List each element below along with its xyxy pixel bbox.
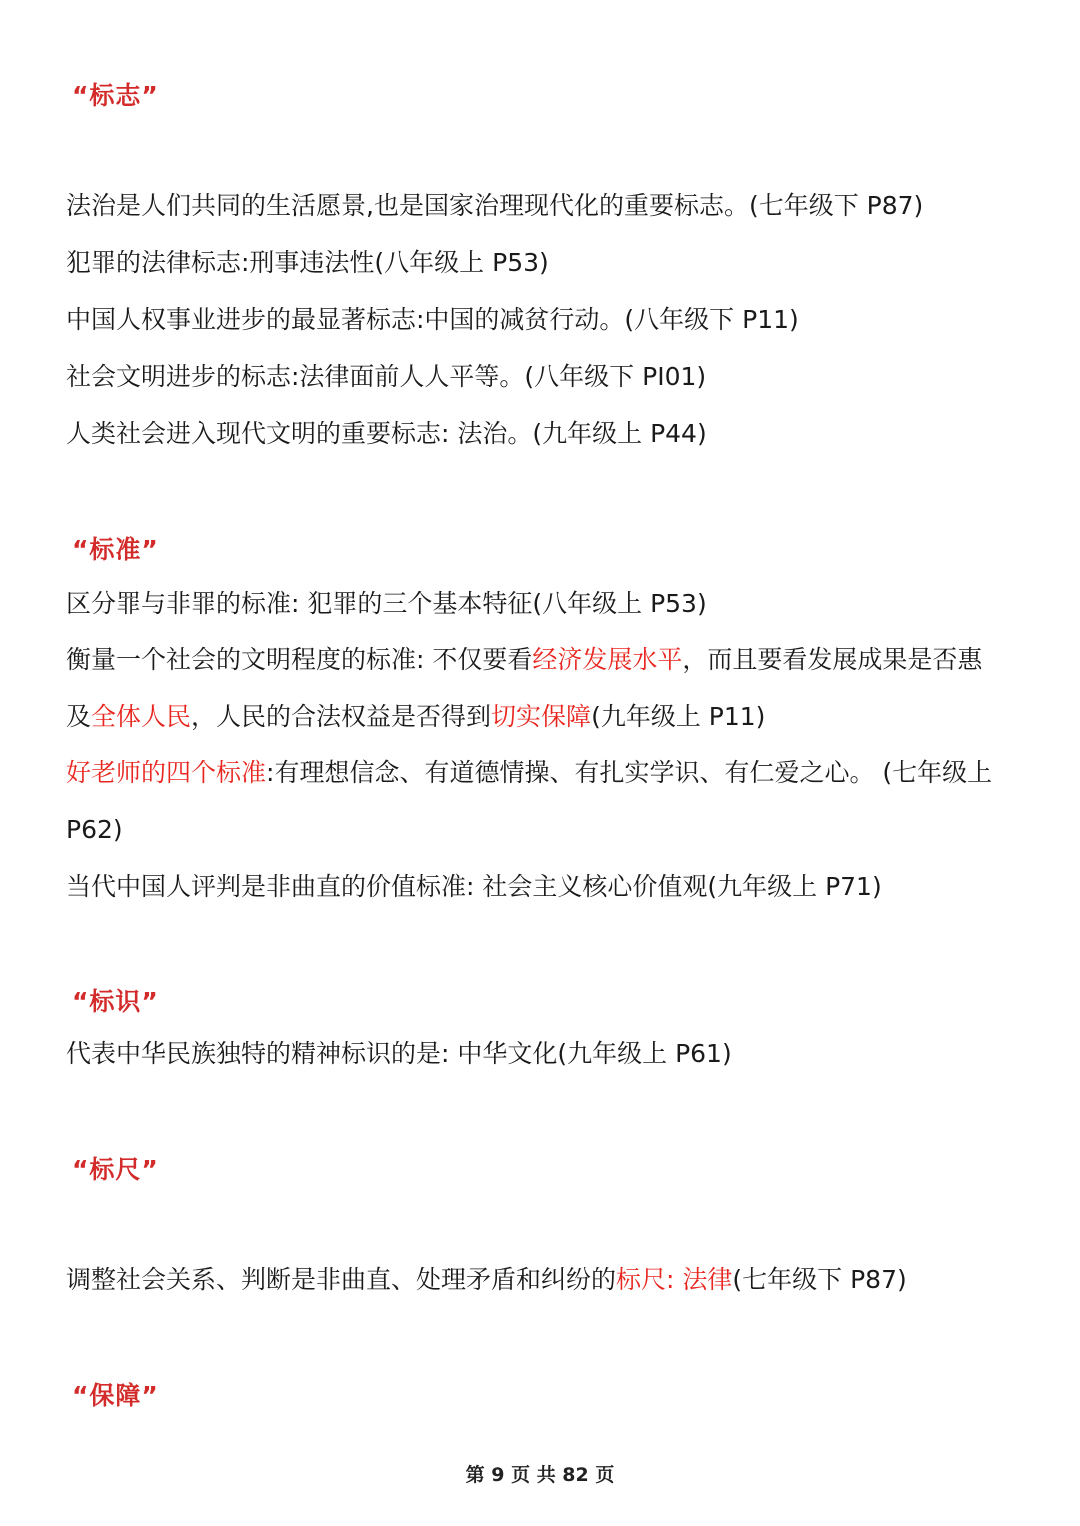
biaochi-line-1-text-a: 调整社会关系、判断是非曲直、处理矛盾和纠纷的 bbox=[66, 1265, 617, 1294]
biaozhi-line-1: 法治是人们共同的生活愿景,也是国家治理现代化的重要标志。(七年级下 P87) bbox=[66, 191, 924, 220]
biaozhi-line-3: 中国人权事业进步的最显著标志:中国的减贫行动。(八年级下 P11) bbox=[66, 305, 799, 334]
biaozhun-line-3-text-c: (九年级上 P11) bbox=[591, 702, 766, 731]
biaozhun-line-1: 区分罪与非罪的标准: 犯罪的三个基本特征(八年级上 P53) bbox=[66, 589, 707, 618]
section-heading-biaozhi: “标志” bbox=[72, 81, 159, 110]
biaochi-line-1 bbox=[66, 1263, 907, 1297]
page-number-footer: 第 9 页 共 82 页 bbox=[465, 1464, 615, 1486]
section-heading-biaochi: “标尺” bbox=[72, 1155, 159, 1184]
biaozhun-line-4-text: :有理想信念、有道德情操、有扎实学识、有仁爱之心。 (七年级上 bbox=[266, 758, 993, 787]
section-heading-biaoshi: “标识” bbox=[72, 987, 159, 1016]
biaozhun-line-5: P62) bbox=[66, 815, 123, 844]
biaochi-line-1-highlight: 标尺: 法律 bbox=[616, 1265, 733, 1294]
biaozhun-line-3-text-a: 及 bbox=[66, 702, 92, 731]
biaozhun-line-3-highlight-1: 全体人民 bbox=[91, 702, 192, 731]
biaozhi-line-5: 人类社会进入现代文明的重要标志: 法治。(九年级上 P44) bbox=[66, 419, 707, 448]
biaozhun-line-2-text-a: 衡量一个社会的文明程度的标准: 不仅要看 bbox=[66, 645, 533, 674]
biaozhun-line-2 bbox=[66, 643, 982, 677]
section-heading-biaozhun: “标准” bbox=[72, 535, 159, 564]
biaozhun-line-3 bbox=[66, 700, 765, 734]
biaozhun-line-2-text-b: ，而且要看发展成果是否惠 bbox=[682, 645, 983, 674]
biaoshi-line-1: 代表中华民族独特的精神标识的是: 中华文化(九年级上 P61) bbox=[66, 1039, 732, 1068]
biaozhun-line-4-highlight: 好老师的四个标准 bbox=[66, 758, 267, 787]
biaozhun-line-6: 当代中国人评判是非曲直的价值标准: 社会主义核心价值观(九年级上 P71) bbox=[66, 872, 882, 901]
biaozhun-line-3-text-b: ，人民的合法权益是否得到 bbox=[191, 702, 492, 731]
biaozhi-line-4: 社会文明进步的标志:法律面前人人平等。(八年级下 PI01) bbox=[66, 362, 707, 391]
biaozhi-line-2: 犯罪的法律标志:刑事违法性(八年级上 P53) bbox=[66, 248, 549, 277]
biaozhun-line-2-highlight: 经济发展水平 bbox=[532, 645, 683, 674]
biaozhun-line-4 bbox=[66, 756, 992, 790]
biaozhun-line-3-highlight-2: 切实保障 bbox=[491, 702, 592, 731]
biaochi-line-1-text-b: (七年级下 P87) bbox=[732, 1265, 907, 1294]
section-heading-baozhang: “保障” bbox=[72, 1381, 159, 1410]
